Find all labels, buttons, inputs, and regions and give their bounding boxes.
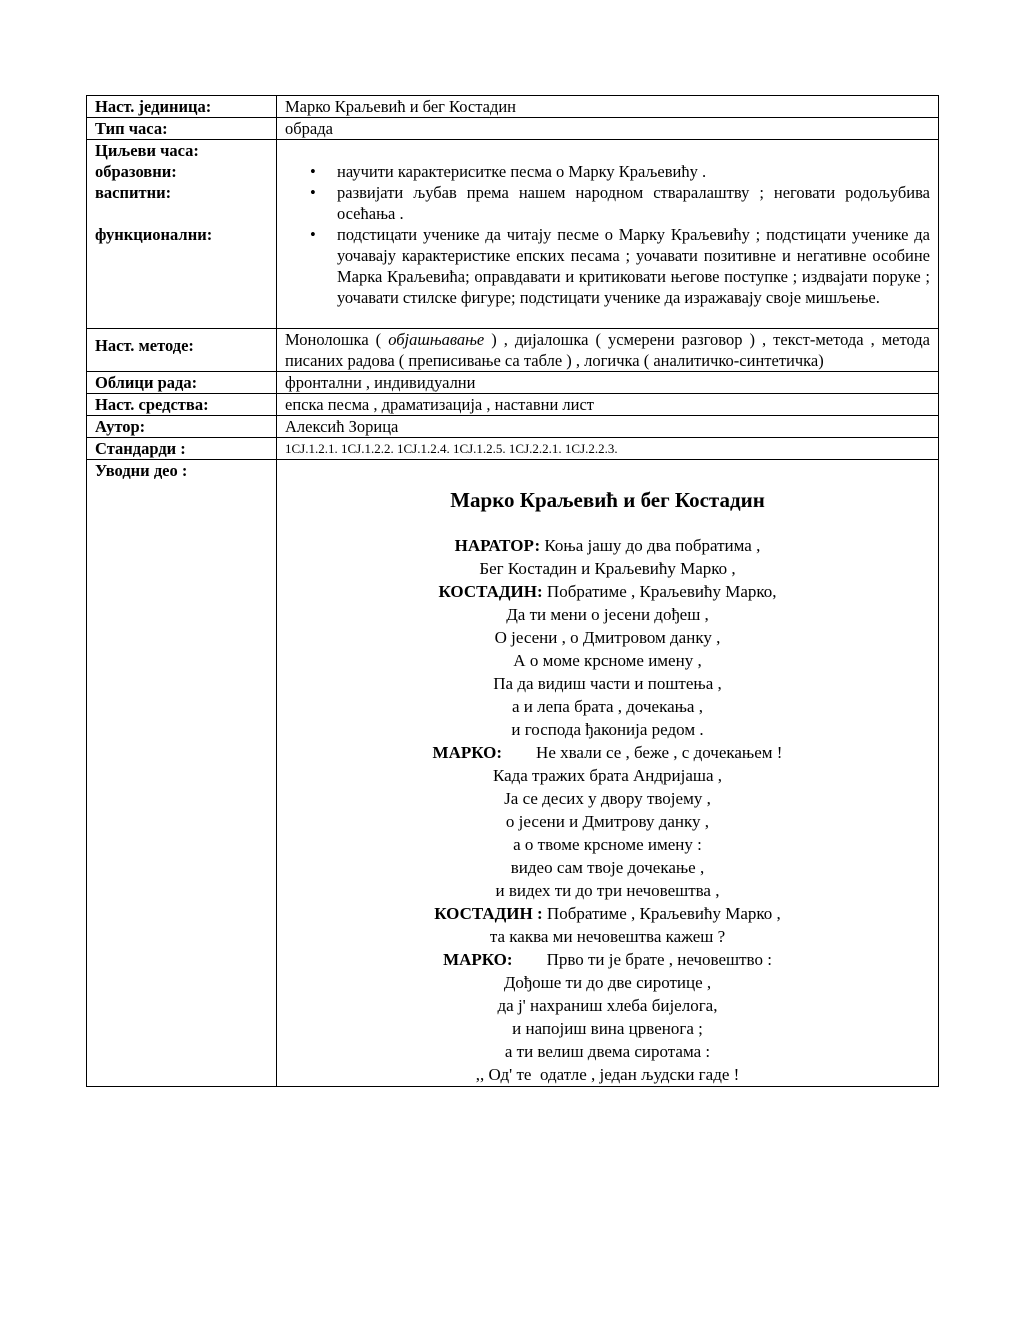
- value-type: обрада: [277, 118, 939, 140]
- row-forms: [87, 372, 939, 394]
- label-forms: Облици рада:: [87, 372, 277, 394]
- poem-text: Да ти мени о јесени дођеш ,: [506, 605, 709, 624]
- goals-content: [277, 140, 939, 329]
- label-methods: Наст. методе:: [87, 329, 277, 372]
- label-intro: Уводни део :: [87, 460, 277, 1087]
- poem-text: Побратиме , Краљевићу Марко,: [542, 582, 777, 601]
- poem-text: Када тражих брата Андријаша ,: [492, 766, 723, 785]
- poem-line: [285, 787, 930, 810]
- poem-line: [285, 925, 930, 948]
- poem-text: та каква ми нечовештва кажеш ?: [489, 927, 726, 946]
- poem-line: [285, 557, 930, 580]
- label-type: Тип часа:: [87, 118, 277, 140]
- goal-item: • подстицати ученике да читају песме о Марку Краљевићу ; подстицати ученике да уочавају карактеристике епских песама ; уочавати позитивне и негативне особине Марка Краљевића; оправдавати и критиковати његове поступке ; издвајати поруке ; уочавати стилске фигуре; подстицати ученике да изражавају своје мишљење.: [310, 225, 930, 307]
- value-unit: Марко Краљевић и бег Костадин: [277, 96, 939, 118]
- bullet-icon: •: [310, 162, 316, 181]
- poem-line: [285, 764, 930, 787]
- poem-text: Не хвали се , беже , с дочекањем !: [502, 743, 783, 762]
- poem-text: Побратиме , Краљевићу Марко ,: [542, 904, 781, 923]
- row-means: [87, 394, 939, 416]
- speaker-label: КОСТАДИН:: [438, 582, 543, 601]
- goal-item: • развијати љубав према нашем народном стваралаштву ; неговати родољубива осећања .: [310, 183, 930, 223]
- poem-line: [285, 879, 930, 902]
- row-goals: [87, 140, 939, 329]
- row-standards: [87, 438, 939, 460]
- value-methods: Монолошка ( објашњавање ) , дијалошка ( усмерени разговор ) , текст-метода , метода писаних радова ( преписивање са табле ) , логичка ( аналитичко-синтетичка): [277, 329, 939, 372]
- poem-line: [285, 580, 930, 603]
- value-means: епска песма , драматизација , наставни лист: [277, 394, 939, 416]
- speaker-label: МАРКО:: [443, 950, 513, 969]
- label-standards: Стандарди :: [87, 438, 277, 460]
- poem-text: о јесени и Дмитрову данку ,: [505, 812, 710, 831]
- row-author: [87, 416, 939, 438]
- row-intro: [87, 460, 939, 1087]
- lesson-plan-table: [86, 95, 939, 1087]
- poem-line: [285, 672, 930, 695]
- goals-labels: [87, 140, 277, 329]
- value-standards: 1CJ.1.2.1. 1CJ.1.2.2. 1CJ.1.2.4. 1CJ.1.2.5. 1CJ.2.2.1. 1CJ.2.2.3.: [277, 438, 939, 460]
- poem-line: [285, 603, 930, 626]
- goal-item: • научити карактериситке песма о Марку Краљевићу .: [310, 162, 707, 181]
- poem-lines: [285, 534, 930, 1086]
- label-means: Наст. средства:: [87, 394, 277, 416]
- poem-line: [285, 534, 930, 557]
- poem-line: [285, 971, 930, 994]
- poem-text: да ј' нахраниш хлеба бијелога,: [497, 996, 718, 1015]
- poem-line: [285, 902, 930, 925]
- poem-text: Дођоше ти до две сиротице ,: [503, 973, 712, 992]
- bullet-icon: •: [310, 183, 316, 202]
- poem-line: [285, 833, 930, 856]
- bullet-icon: •: [310, 225, 316, 244]
- poem-text: ,, Од' те одатле , један људски гаде !: [475, 1065, 740, 1084]
- poem-line: [285, 626, 930, 649]
- speaker-label: НАРАТОР:: [454, 536, 541, 555]
- poem-line: [285, 1040, 930, 1063]
- poem-line: [285, 948, 930, 971]
- label-upbringing: васпитни:: [95, 183, 172, 202]
- label-author: Аутор:: [87, 416, 277, 438]
- poem-line: [285, 994, 930, 1017]
- poem-text: Бег Костадин и Краљевићу Марко ,: [479, 559, 736, 578]
- poem-title: Марко Краљевић и бег Костадин: [450, 488, 765, 512]
- poem-text: а и лепа брата , дочекања ,: [512, 697, 703, 716]
- poem-line: [285, 741, 930, 764]
- poem-text: Ја се десих у двору твојему ,: [504, 789, 711, 808]
- poem-line: [285, 695, 930, 718]
- poem-line: [285, 1017, 930, 1040]
- poem-text: Па да видиш части и поштења ,: [493, 674, 722, 693]
- row-unit: [87, 96, 939, 118]
- speaker-label: КОСТАДИН :: [434, 904, 543, 923]
- poem-text: Прво ти је брате , нечовештво :: [512, 950, 772, 969]
- row-methods: [87, 329, 939, 372]
- poem-text: а ти велиш двема сиротама :: [504, 1042, 711, 1061]
- poem-text: и господа ђаконија редом .: [511, 720, 704, 739]
- poem-text: О јесени , о Дмитровом данку ,: [494, 628, 721, 647]
- label-educational: образовни:: [95, 162, 177, 181]
- poem-text: и напојиш вина црвенога ;: [512, 1019, 703, 1038]
- speaker-label: МАРКО:: [432, 743, 503, 762]
- row-type: [87, 118, 939, 140]
- label-unit: Наст. јединица:: [87, 96, 277, 118]
- poem-line: [285, 856, 930, 879]
- poem-line: [285, 718, 930, 741]
- label-functional: функционални:: [95, 225, 213, 244]
- poem-text: Коња јашу до два побратима ,: [540, 536, 761, 555]
- poem-line: [285, 810, 930, 833]
- poem-text: и видех ти до три нечовештва ,: [495, 881, 720, 900]
- poem-text: а о твоме крсноме имену :: [513, 835, 702, 854]
- poem-line: [285, 1063, 930, 1086]
- poem-text: видео сам твоје дочекање ,: [510, 858, 705, 877]
- value-author: Алексић Зорица: [277, 416, 939, 438]
- poem-line: [285, 649, 930, 672]
- value-forms: фронтални , индивидуални: [277, 372, 939, 394]
- goals-list: [285, 161, 930, 328]
- poem: [277, 460, 939, 1087]
- label-goals: Циљеви часа:: [95, 141, 199, 160]
- poem-text: А о моме крсноме имену ,: [513, 651, 702, 670]
- methods-italic: објашњавање: [388, 330, 485, 349]
